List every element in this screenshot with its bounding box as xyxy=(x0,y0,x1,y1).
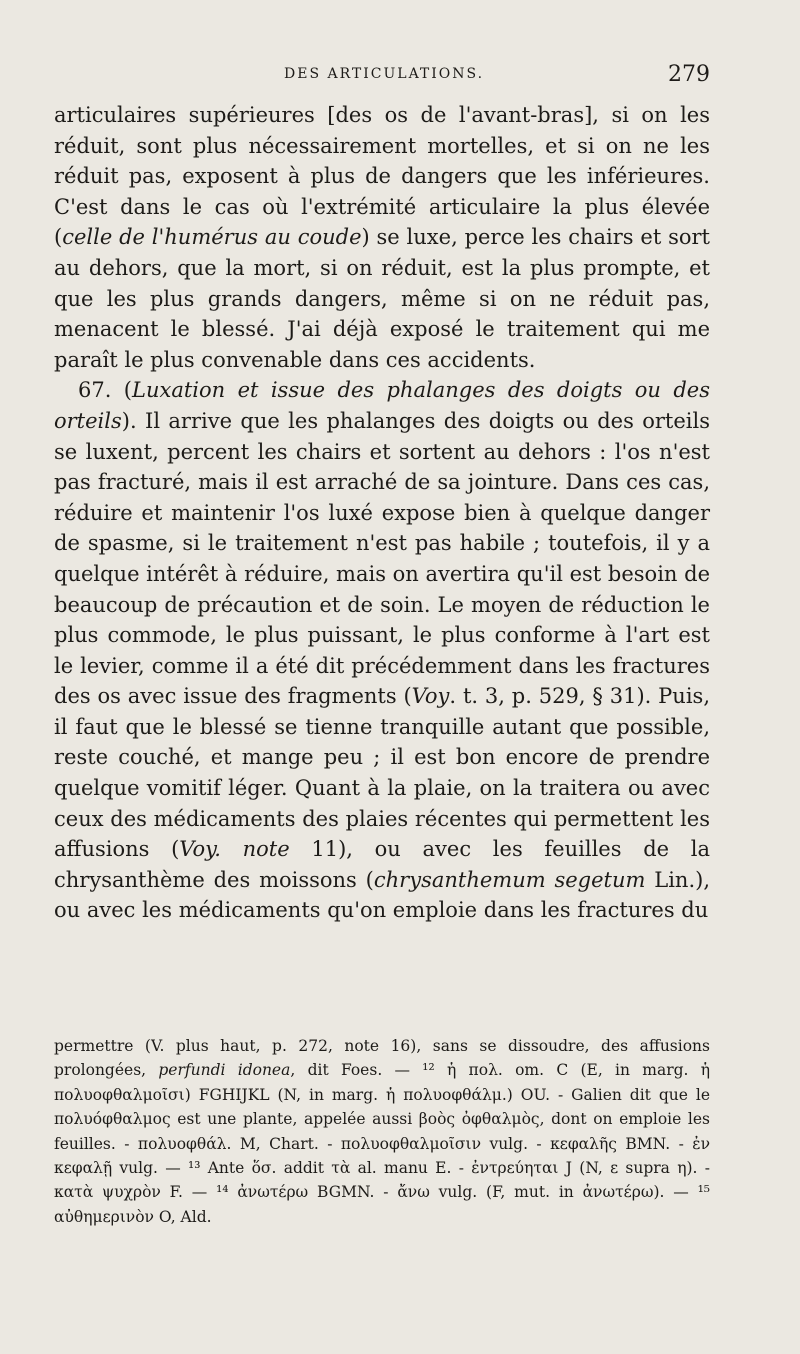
cross-reference: Voy. note xyxy=(179,837,290,862)
main-text xyxy=(54,100,710,926)
section-number: 67. ( xyxy=(78,378,132,403)
footnotes xyxy=(54,1034,710,1229)
paragraph-continuation: articulaires supérieures [des os de l'avant-bras], si on les réduit, sont plus nécessairement mortelles, et si on ne les réduit pas, exposent à plus de dangers que les inférieures. C'est dans le cas où l'extrémité articulaire la plus élevée (celle de l'humérus au coude) se luxe, perce les chairs et sort au dehors, que la mort, si on réduit, est la plus prompte, et que les plus grands dangers, même si on ne réduit pas, menacent le blessé. J'ai déjà exposé le traitement qui me paraît le plus convenable dans ces accidents. xyxy=(54,103,710,372)
running-head xyxy=(54,62,710,90)
footnote-text: permettre (V. plus haut, p. 272, note 16), sans se dissoudre, des affusions prolongées, perfundi idonea, dit Foes. — ¹² ἡ πολ. om. C (E, in marg. ἡ πολυοφθαλμοῖσι) FGHIJKL (N, in marg. ἡ πολυοφθάλμ.) OU. - Galien dit que le πολυόφθαλμος est une plante, appelée aussi βοὸς ὀφθαλμὸς, dont on emploie les feuilles. - πολυοφθάλ. M, Chart. - πολυοφθαλμοῖσιν vulg. - κεφαλῆς BMN. - ἐν κεφαλῇ vulg. — ¹³ Ante ὅσ. addit τὰ al. manu E. - ἐντρεύηται J (N, ε supra η). - κατὰ ψυχρὸν F. — ¹⁴ ἀνωτέρω BGMN. - ἄνω vulg. (F, mut. in ἀνωτέρω). — ¹⁵ αὐθημερινὸν O, Ald. xyxy=(54,1037,711,1226)
section-heading: Luxation et issue des phalanges des doigts ou des orteils xyxy=(54,378,710,433)
running-title: DES ARTICULATIONS. xyxy=(284,66,485,82)
cross-reference: Voy xyxy=(411,684,450,709)
latin-name: chrysanthemum segetum xyxy=(373,867,646,892)
italic-phrase: celle de l'humérus au coude xyxy=(62,225,362,250)
italic-phrase: perfundi idonea xyxy=(158,1061,291,1080)
paragraph-67: 67. (Luxation et issue des phalanges des doigts ou des orteils). Il arrive que les phalanges des doigts ou des orteils se luxent, percent les chairs et sortent au dehors : l'os n'est pas fracturé, mais il est arraché de sa jointure. Dans ces cas, réduire et maintenir l'os luxé expose bien à quelque danger de spasme, si le traitement n'est pas habile ; toutefois, il y a quelque intérêt à réduire, mais on avertira qu'il est besoin de beaucoup de précaution et de soin. Le moyen de réduction le plus commode, le plus puissant, le plus conforme à l'art est le levier, comme il a été dit précédemment dans les fractures des os avec issue des fragments (Voy. t. 3, p. 529, § 31). Puis, il faut que le blessé se tienne tranquille autant que possible, reste couché, et mange peu ; il est bon encore de prendre quelque vomitif léger. Quant à la plaie, on la traitera ou avec ceux des médicaments des plaies récentes qui permettent les affusions (Voy. note 11), ou avec les feuilles de la chrysanthème des moissons (chrysanthemum segetum Lin.), ou avec les médicaments qu'on emploie dans les fractures du xyxy=(54,378,710,923)
page-number: 279 xyxy=(668,62,710,87)
